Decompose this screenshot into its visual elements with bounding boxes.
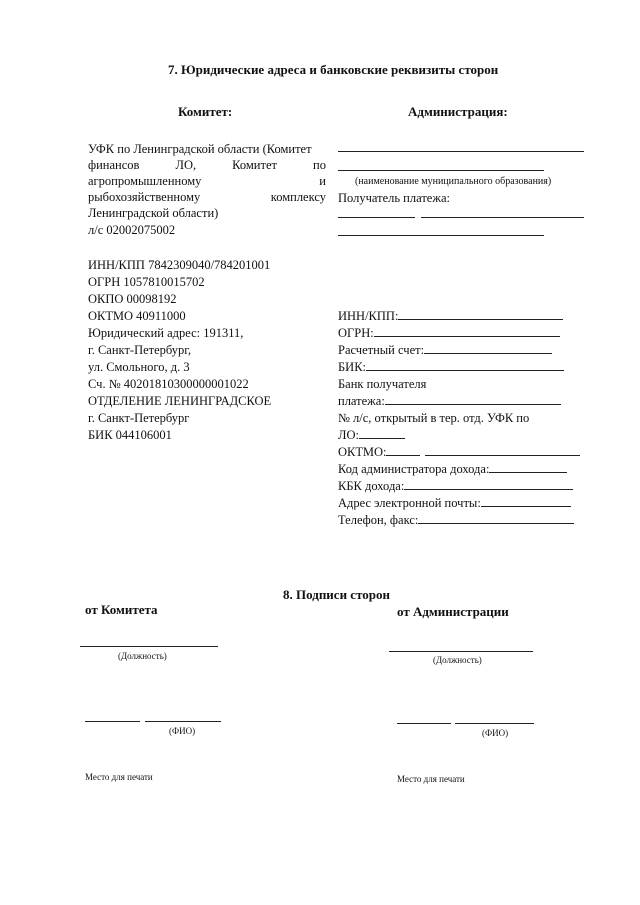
committee-sch: Сч. № 40201810300000001022: [88, 377, 249, 391]
committee-ufk-line: рыбохозяйственному комплексу: [88, 190, 326, 204]
committee-ufk-line: Ленинградской области): [88, 206, 219, 220]
ogrn-field[interactable]: [374, 325, 560, 337]
admin-position-field[interactable]: [389, 651, 533, 652]
oktmo-field[interactable]: [425, 444, 580, 456]
admin-phone: Телефон, факс:: [338, 512, 574, 529]
ls-field[interactable]: [359, 427, 405, 439]
committee-ogrn: ОГРН 1057810015702: [88, 275, 205, 289]
admin-ogrn: ОГРН:: [338, 325, 560, 342]
bank-field[interactable]: [385, 393, 561, 405]
committee-position-caption: (Должность): [118, 651, 167, 661]
admin-ls: ЛО:: [338, 427, 405, 444]
committee-ufk-line: финансов ЛО, Комитет по: [88, 158, 326, 172]
inn-field[interactable]: [398, 308, 563, 320]
admin-kbk: КБК дохода:: [338, 478, 573, 495]
account-field[interactable]: [424, 342, 552, 354]
admin-heading: Администрация:: [408, 104, 508, 119]
committee-address: Юридический адрес: 191311,: [88, 326, 244, 340]
kbk-field[interactable]: [404, 478, 573, 490]
municipal-name-field[interactable]: [338, 151, 584, 152]
section-8-title: 8. Подписи сторон: [283, 587, 391, 602]
phone-field[interactable]: [418, 512, 574, 524]
admin-bik: БИК:: [338, 359, 564, 376]
section-7-title: 7. Юридические адреса и банковские реквизиты сторон: [168, 62, 499, 77]
admin-payee: Получатель платежа:: [338, 191, 451, 205]
admin-inn: ИНН/КПП:: [338, 308, 563, 325]
admin-email: Адрес электронной почты:: [338, 495, 571, 512]
committee-heading: Комитет:: [178, 104, 233, 119]
committee-fio-caption: (ФИО): [169, 726, 196, 736]
admin-signature-field[interactable]: [397, 723, 451, 724]
committee-inn: ИНН/КПП 7842309040/784201001: [88, 258, 271, 272]
payee-field[interactable]: [421, 217, 584, 218]
committee-address: ул. Смольного, д. 3: [88, 360, 190, 374]
committee-fio-field[interactable]: [145, 721, 221, 722]
committee-bik: БИК 044106001: [88, 428, 172, 442]
payee-field[interactable]: [338, 235, 544, 236]
revenue-code-field[interactable]: [489, 461, 567, 473]
admin-fio-field[interactable]: [455, 723, 534, 724]
admin-bank: платежа:: [338, 393, 561, 410]
admin-position-caption: (Должность): [433, 655, 482, 665]
email-field[interactable]: [481, 495, 571, 507]
committee-okpo: ОКПО 00098192: [88, 292, 177, 306]
admin-bank: Банк получателя: [338, 377, 427, 391]
bik-field[interactable]: [366, 359, 564, 371]
admin-revenue-code: Код администратора дохода:: [338, 461, 567, 478]
committee-ufk-line: УФК по Ленинградской области (Комитет: [88, 142, 312, 156]
committee-ufk-line: агропромышленному и: [88, 174, 326, 188]
committee-stamp-label: Место для печати: [85, 772, 153, 782]
oktmo-field[interactable]: [386, 444, 420, 456]
committee-account: л/с 02002075002: [88, 223, 176, 237]
committee-address: г. Санкт-Петербург,: [88, 343, 192, 357]
committee-oktmo: ОКТМО 40911000: [88, 309, 186, 323]
committee-position-field[interactable]: [80, 646, 218, 647]
admin-oktmo: ОКТМО:: [338, 444, 580, 461]
committee-signature-field[interactable]: [85, 721, 140, 722]
admin-fio-caption: (ФИО): [482, 728, 509, 738]
admin-stamp-label: Место для печати: [397, 774, 465, 784]
committee-bank: ОТДЕЛЕНИЕ ЛЕНИНГРАДСКОЕ: [88, 394, 272, 408]
admin-account: Расчетный счет:: [338, 342, 552, 359]
from-admin-heading: от Администрации: [397, 604, 509, 619]
committee-city: г. Санкт-Петербург: [88, 411, 190, 425]
municipal-name-field[interactable]: [338, 170, 544, 171]
payee-field[interactable]: [338, 217, 415, 218]
admin-ls: № л/с, открытый в тер. отд. УФК по: [338, 411, 530, 425]
from-committee-heading: от Комитета: [85, 602, 158, 617]
municipal-caption: (наименование муниципального образования): [355, 176, 552, 187]
